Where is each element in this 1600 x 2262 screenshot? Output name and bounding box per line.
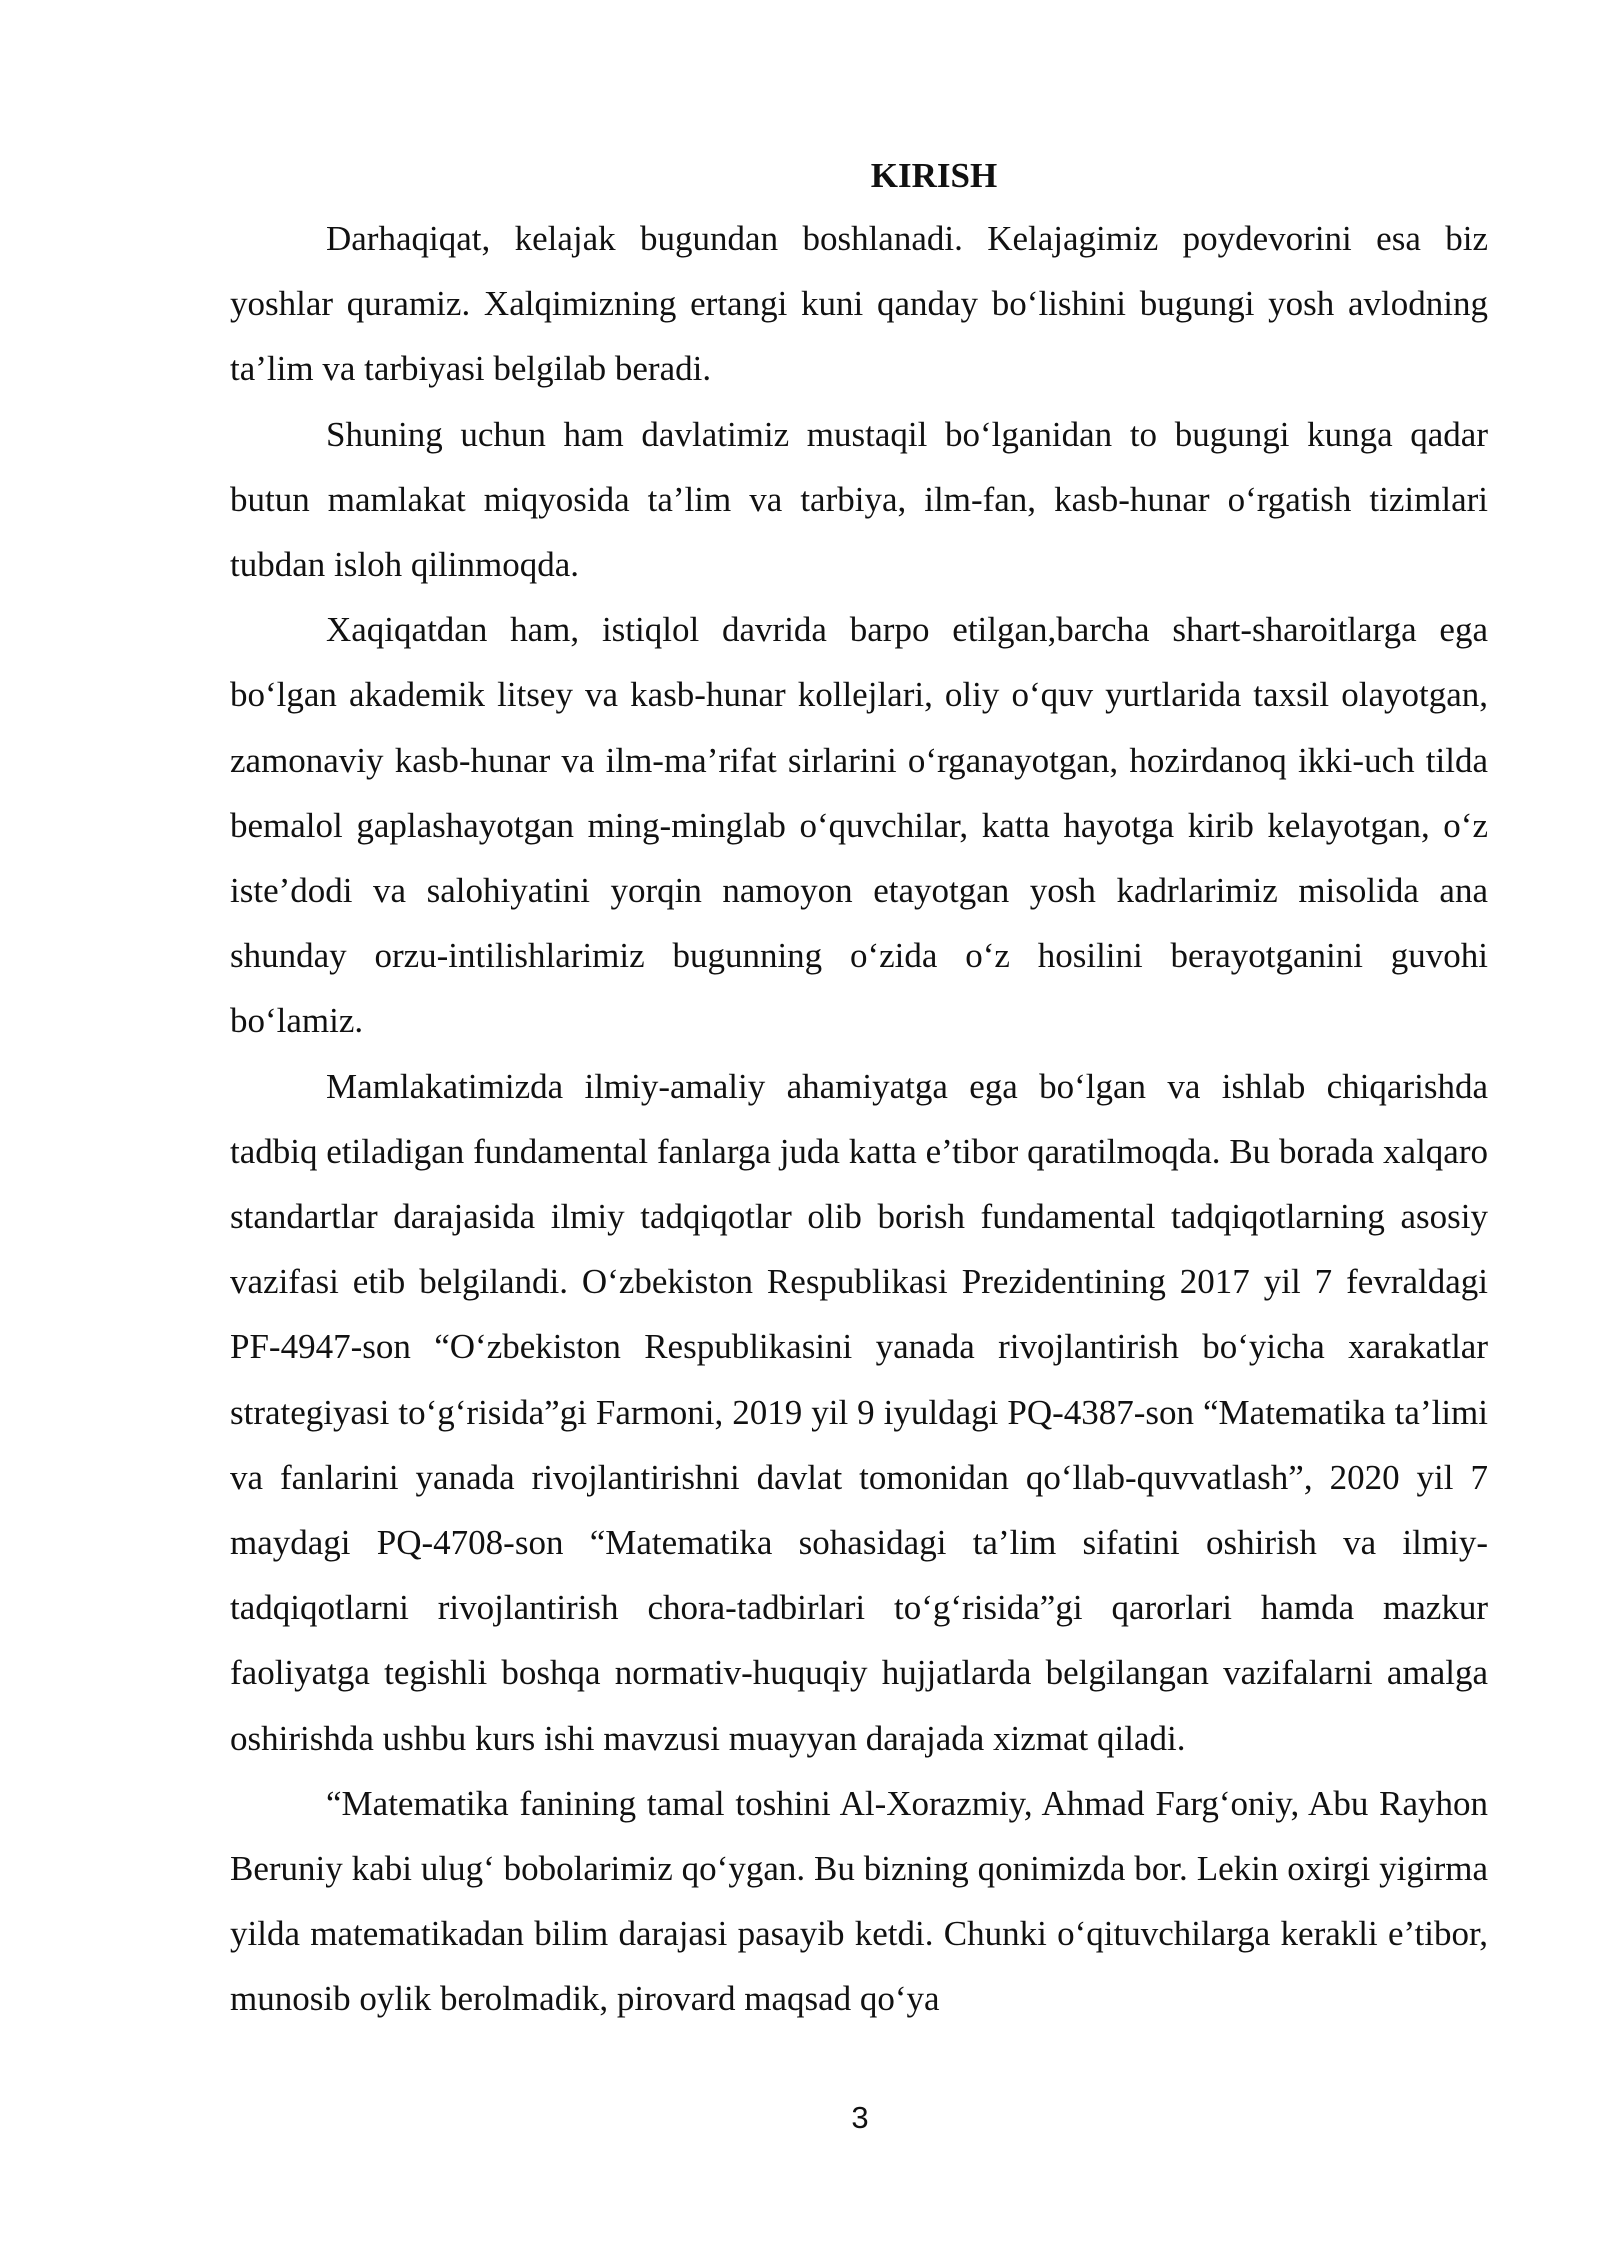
- page-content: [230, 146, 1488, 2032]
- paragraph-2: Shuning uchun ham davlatimiz mustaqil bo‘lganidan to bugungi kunga qadar butun mamlakat miqyosida ta’lim va tarbiya, ilm-fan, kasb-hunar o‘rgatish tizimlari tubdan isloh qilinmoqda.: [230, 414, 1488, 585]
- page-number: 3: [851, 2100, 869, 2135]
- paragraph-3: Xaqiqatdan ham, istiqlol davrida barpo etilgan,barcha shart-sharoitlarga ega bo‘lgan akademik litsey va kasb-hunar kollejlari, oliy o‘quv yurtlarida taxsil olayotgan, zamonaviy kasb-hunar va ilm-ma’rifat sirlarini o‘rganayotgan, hozirdanoq ikki-uch tilda bemalol gaplashayotgan ming-minglab o‘quvchilar, katta hayotga kirib kelayotgan, o‘z iste’dodi va salohiyatini yorqin namoyon etayotgan yosh kadrlarimiz misolida ana shunday orzu-intilishlarimiz bugunning o‘zida o‘z hosilini berayotganini guvohi bo‘lamiz.: [230, 610, 1488, 1041]
- paragraph-1: Darhaqiqat, kelajak bugundan boshlanadi. Kelajagimiz poydevorini esa biz yoshlar quramiz. Xalqimizning ertangi kuni qanday bo‘lishini bugungi yosh avlodning ta’lim va tarbiyasi belgilab beradi.: [230, 219, 1488, 389]
- paragraph-4: Mamlakatimizda ilmiy-amaliy ahamiyatga ega bo‘lgan va ishlab chiqarishda tadbiq etiladigan fundamental fanlarga juda katta e’tibor qaratilmoqda. Bu borada xalqaro standartlar darajasida ilmiy tadqiqotlar olib borish fundamental tadqiqotlarning asosiy vazifasi etib belgilandi. O‘zbekiston Respublikasi Prezidentining 2017 yil 7 fevraldagi PF-4947-son “O‘zbekiston Respublikasini yanada rivojlantirish bo‘yicha xarakatlar strategiyasi to‘g‘risida”gi Farmoni, 2019 yil 9 iyuldagi PQ-4387-son “Matematika ta’limi va fanlarini yanada rivojlantirishni davlat tomonidan qo‘llab-quvvatlash”, 2020 yil 7 maydagi PQ-4708-son “Matematika sohasidagi ta’lim sifatini oshirish va ilmiy-tadqiqotlarni rivojlantirish chora-tadbirlari to‘g‘risida”gi qarorlari hamda mazkur faoliyatga tegishli boshqa normativ-huquqiy hujjatlarda belgilangan vazifalarni amalga oshirishda ushbu kurs ishi mavzusi muayyan darajada xizmat qiladi.: [230, 1066, 1488, 1758]
- paragraph-5: “Matematika fanining tamal toshini Al-Xorazmiy, Ahmad Farg‘oniy, Abu Rayhon Beruniy kabi ulug‘ bobolarimiz qo‘ygan. Bu bizning qonimizda bor. Lekin oxirgi yigirma yilda matematikadan bilim darajasi pasayib ketdi. Chunki o‘qituvchilarga kerakli e’tibor, munosib oylik berolmadik, pirovard maqsad qo‘ya: [230, 1783, 1488, 2019]
- section-title: KIRISH: [870, 156, 998, 195]
